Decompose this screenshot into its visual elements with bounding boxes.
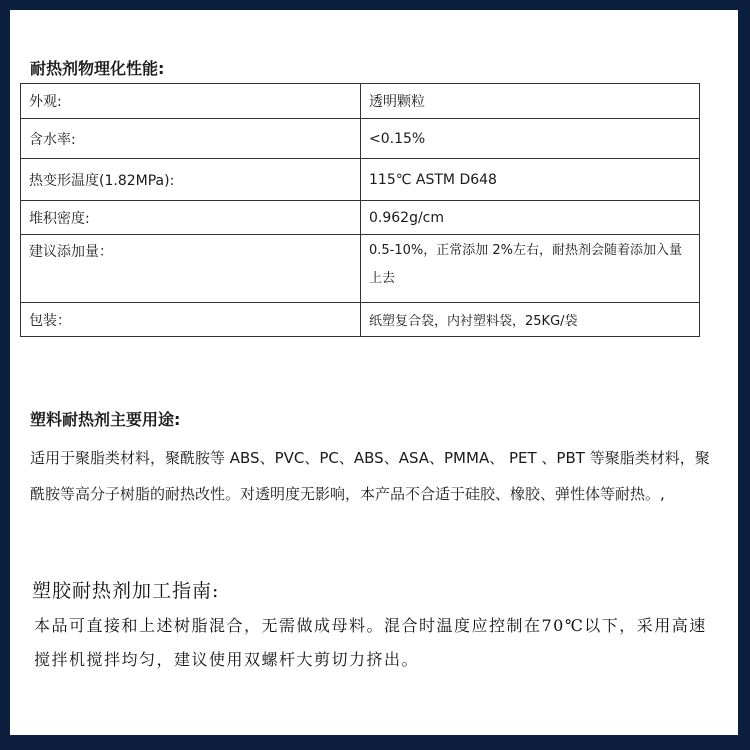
spec-value-dosage: 0.5-10%，正常添加 2%左右，耐热剂会随着添加入量上去	[361, 235, 700, 303]
spec-label-packaging: 包装：	[21, 303, 361, 337]
spec-label-dosage: 建议添加量：	[21, 235, 361, 303]
table-row	[21, 201, 700, 235]
guide-title: 塑胶耐热剂加工指南:	[32, 580, 220, 602]
table-row	[21, 159, 700, 201]
content-panel	[10, 10, 738, 735]
spec-label-appearance: 外观:	[21, 84, 361, 119]
spec-section-title: 耐热剂物理化性能:	[30, 59, 165, 78]
spec-value-density: 0.962g/cm	[361, 201, 700, 235]
spec-table	[20, 83, 700, 337]
table-row	[21, 119, 700, 159]
spec-value-moisture: <0.15%	[361, 119, 700, 159]
table-row	[21, 235, 700, 303]
spec-value-packaging: 纸塑复合袋，内衬塑料袋，25KG/袋	[361, 303, 700, 337]
processing-guide	[32, 576, 712, 677]
spec-value-hdt: 115℃ ASTM D648	[361, 159, 700, 201]
spec-label-hdt: 热变形温度(1.82MPa):	[21, 159, 361, 201]
usage-section-title: 塑料耐热剂主要用途:	[30, 410, 181, 429]
spec-label-density: 堆积密度:	[21, 201, 361, 235]
spec-label-moisture: 含水率:	[21, 119, 361, 159]
table-row	[21, 84, 700, 119]
table-row	[21, 303, 700, 337]
spec-value-appearance: 透明颗粒	[361, 84, 700, 119]
guide-paragraph: 本品可直接和上述树脂混合，无需做成母料。混合时温度应控制在70℃以下，采用高速搅拌机搅拌均匀，建议使用双螺杆大剪切力挤出。	[34, 616, 707, 669]
usage-paragraph: 适用于聚脂类材料，聚酰胺等 ABS、PVC、PC、ABS、ASA、PMMA、 PET 、PBT 等聚脂类材料，聚酰胺等高分子树脂的耐热改性。对透明度无影响，本产品不合适于硅胶、橡胶、弹性体等耐热。,	[30, 449, 710, 503]
